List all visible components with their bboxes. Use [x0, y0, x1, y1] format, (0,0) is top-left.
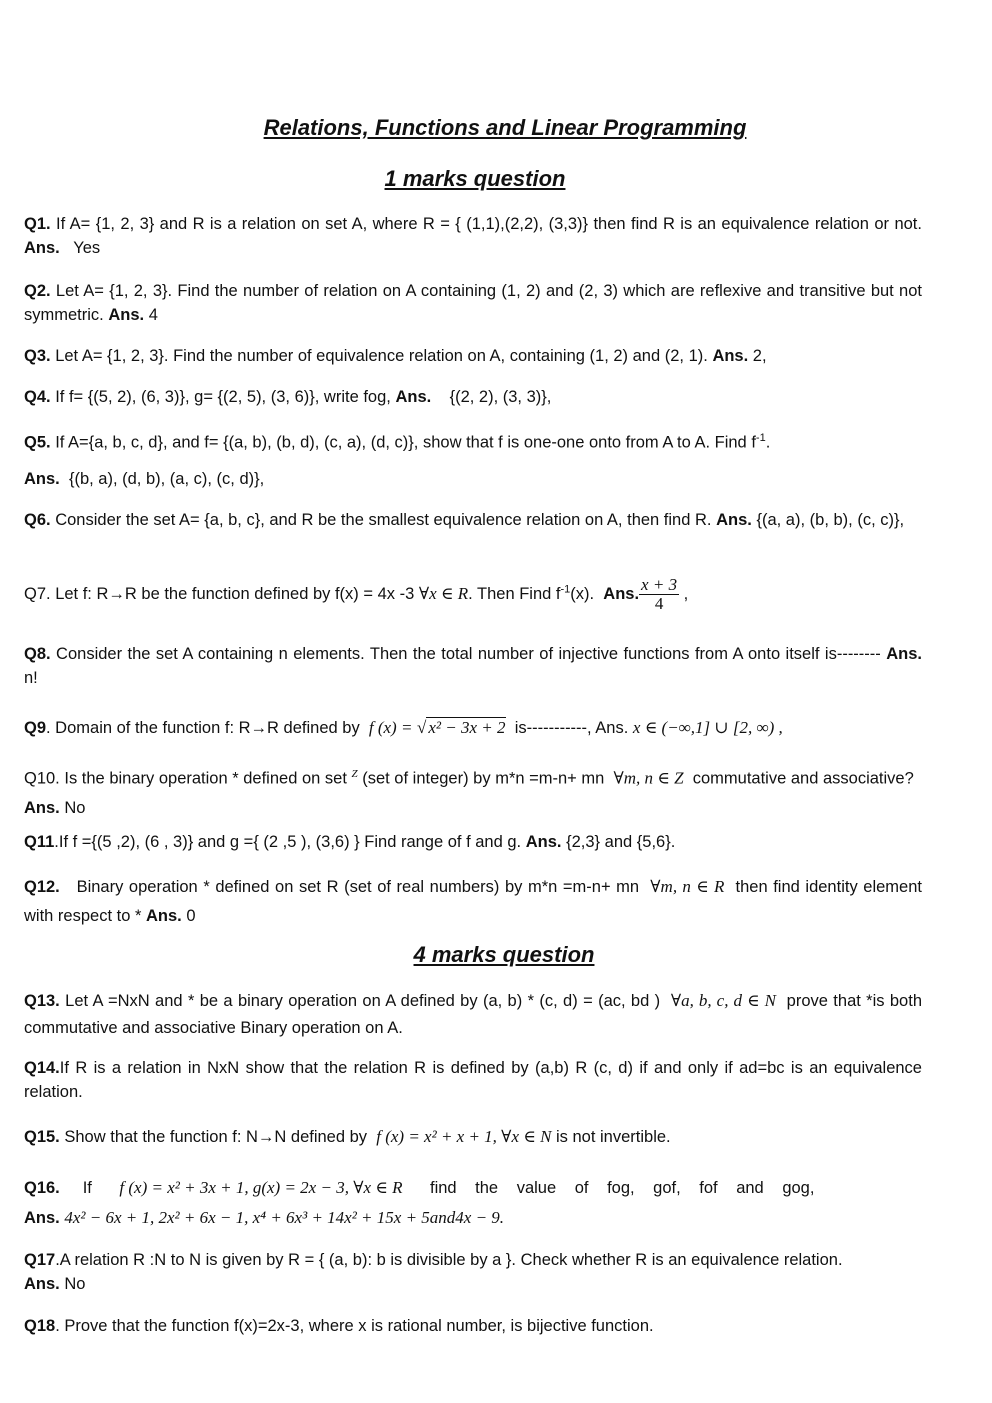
section-heading-1-mark: 1 marks question — [384, 166, 566, 191]
question-8: Q8. Consider the set A containing n elements. Then the total number of injective functions from A onto itself is-------- Ans. n! — [24, 645, 922, 687]
question-1: Q1. If A= {1, 2, 3} and R is a relation on set A, where R = { (1,1),(2,2), (3,3)} then find R is an equivalence relation or not. Ans. Yes — [24, 215, 922, 257]
page-title: Relations, Functions and Linear Programming — [263, 115, 747, 140]
question-11: Q11.If f ={(5 ,2), (6 , 3)} and g ={ (2 ,5 ), (3,6) } Find range of f and g. Ans. {2,3} and {5,6}. — [24, 833, 676, 851]
section-heading-4-marks: 4 marks question — [413, 942, 595, 967]
question-3: Q3. Let A= {1, 2, 3}. Find the number of equivalence relation on A, containing (1, 2) and (2, 1). Ans. 2, — [24, 347, 767, 365]
question-10: Q10. Is the binary operation * defined on set $^Z$ (set of integer) by m*n =m-n+ mn ∀m, n ∈ Z commutative and associative? Ans. No — [24, 768, 914, 817]
question-14: Q14.If R is a relation in NxN show that the relation R is defined by (a,b) R (c, d) if and only if ad=bc is an equivalence relation. — [24, 1059, 922, 1101]
question-5: Q5. If A={a, b, c, d}, and f= {(a, b), (b, d), (c, a), (d, c)}, show that f is one-one onto from A to A. Find $f^{-1}$. — [24, 432, 771, 452]
question-18: Q18. Prove that the function f(x)=2x-3, where x is rational number, is bijective function. — [24, 1317, 654, 1335]
question-6: Q6. Consider the set A= {a, b, c}, and R be the smallest equivalence relation on A, then find R. Ans. {(a, a), (b, b), (c, c)}, — [24, 511, 905, 529]
question-12: Q12. Binary operation * defined on set R (set of real numbers) by m*n =m-n+ mn ∀m, n ∈ R then find identity element with respect to * Ans. 0 — [24, 877, 922, 925]
answer-fraction: $\frac{x + 3}{4}$ — [641, 575, 678, 613]
question-7: Q7. Let f: R→R be the function defined by f(x) = 4x -3 ∀x ∈ R. Then Find $f^{-1}(x)$. Ans. $\frac{x + 3}{4}$ , — [24, 575, 689, 613]
question-15: Q15. Show that the function f: N→N defined by f (x) = x² + x + 1, ∀x ∈ N is not invertible. — [24, 1127, 671, 1146]
question-17: Q17.A relation R :N to N is given by R = { (a, b): b is divisible by a }. Check whether R is an equivalence relation. Ans. No — [24, 1251, 843, 1293]
question-4: Q4. If f= {(5, 2), (6, 3)}, g= {(2, 5), (3, 6)}, write fog, Ans. {(2, 2), (3, 3)}, — [24, 388, 552, 406]
question-2: Q2. Let A= {1, 2, 3}. Find the number of relation on A containing (1, 2) and (2, 3) which are reflexive and transitive but not symmetric. Ans. 4 — [24, 282, 922, 324]
question-9: Q9. Domain of the function f: R→R defined by f (x) = √ x² − 3x + 2 is-----------, Ans. x ∈ (−∞,1] ∪ [2, ∞) , — [24, 718, 783, 737]
question-13: Q13. Let A =NxN and * be a binary operation on A defined by (a, b) * (c, d) = (ac, bd ) ∀a, b, c, d ∈ N prove that *is both commutative and associative Binary operation on A. — [24, 991, 922, 1037]
question-16: Q16. If f (x) = x² + 3x + 1, g(x) = 2x − 3, ∀x ∈ R find the value of fog, gof, fof and gog, Ans. 4x² − 6x + 1, 2x² + 6x − 1, x⁴ + 6x³ + 14x² + 15x + 5and4x − 9. — [24, 1178, 815, 1227]
question-5-answer: Ans. {(b, a), (d, b), (a, c), (c, d)}, — [24, 470, 265, 488]
